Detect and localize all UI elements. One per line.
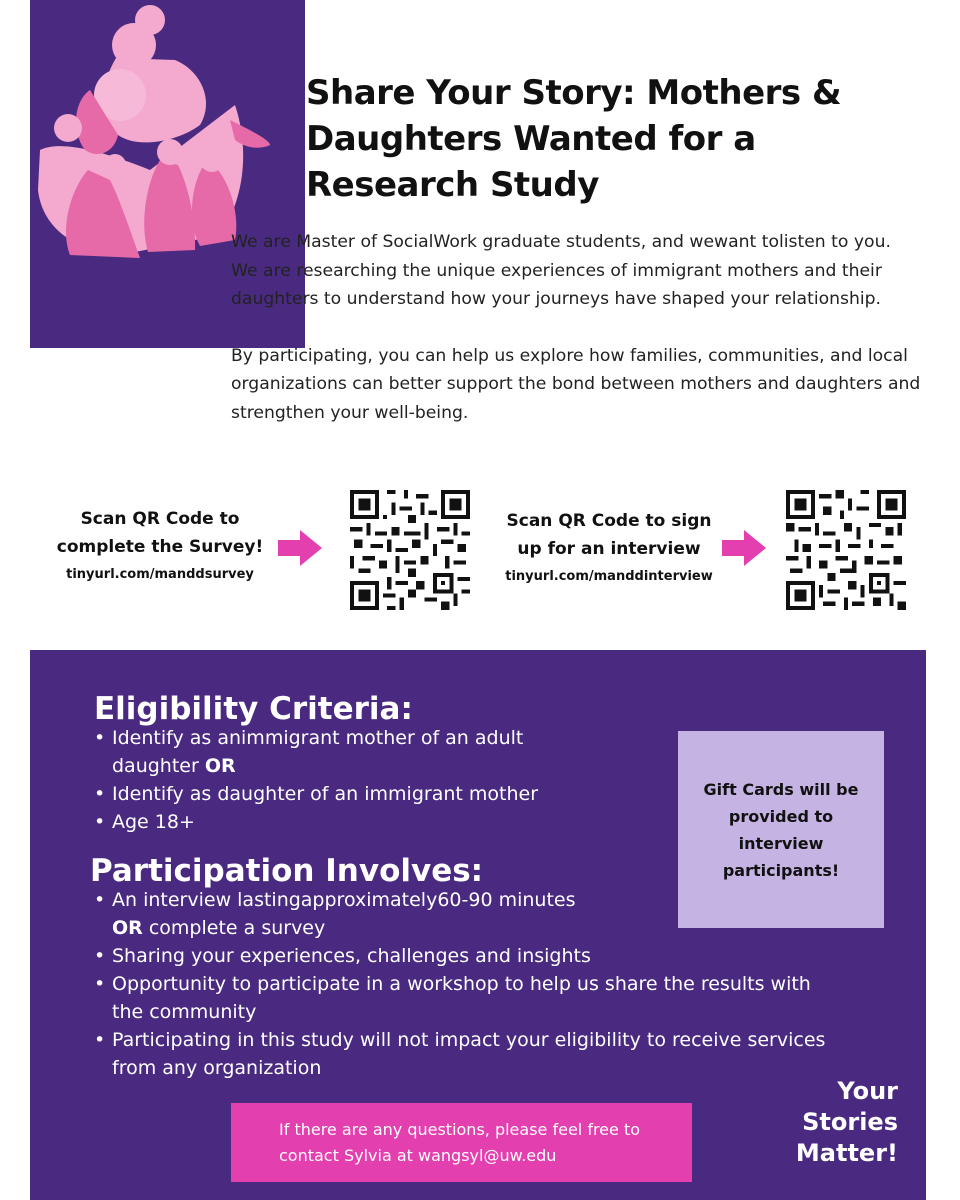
survey-cta-label: Scan QR Code to complete the Survey! [56, 509, 264, 557]
list-item [92, 970, 832, 1026]
page-title: Share Your Story: Mothers & Daughters Wanted for a Research Study [306, 73, 842, 205]
survey-cta [48, 505, 272, 587]
intro-paragraph: We are Master of SocialWork graduate students, and wewant tolisten to you. We are researching the unique experiences of immigrant mothers and their daughters to understand how your journeys have shaped your relationship. [231, 232, 891, 309]
intro-text [231, 228, 921, 427]
interview-url[interactable]: tinyurl.com/manddinterview [505, 569, 713, 584]
survey-qr-code[interactable] [350, 490, 470, 610]
survey-url[interactable]: tinyurl.com/manddsurvey [66, 567, 254, 582]
interview-cta [498, 507, 720, 589]
list-item [92, 808, 612, 836]
list-item-text: An interview lastingapproximately60-90 minutes [112, 889, 576, 911]
tagline: Your Stories Matter! [795, 1077, 898, 1167]
contact-box [231, 1103, 692, 1182]
list-item-text: complete a survey [148, 917, 326, 939]
mother-daughter-illustration [30, 0, 305, 260]
contact-text: If there are any questions, please feel free to contact Sylvia at wangsyl@uw.edu [279, 1119, 641, 1165]
list-item [92, 1026, 832, 1082]
eligibility-heading: Eligibility Criteria: [94, 691, 413, 727]
eligibility-list [92, 724, 612, 836]
list-item-text: Participating in this study will not impact your eligibility to receive services from any organization [112, 1029, 826, 1079]
list-item-emphasis: OR [204, 755, 236, 777]
list-item-text: Age 18+ [112, 811, 195, 833]
arrow-right-icon [278, 528, 322, 568]
list-item-text: Sharing your experiences, challenges and insights [112, 945, 591, 967]
list-item-text: Identify as animmigrant mother of an adult daughter [112, 727, 524, 777]
list-item [92, 780, 612, 808]
list-item-emphasis: OR [112, 917, 143, 939]
list-item-text: Identify as daughter of an immigrant mother [112, 783, 539, 805]
gift-card-text: Gift Cards will be provided to interview participants! [703, 779, 859, 880]
list-item-text: Opportunity to participate in a workshop to help us share the results with the community [112, 973, 811, 1023]
interview-qr-code[interactable] [786, 490, 906, 610]
gift-card-note [678, 731, 884, 928]
info-panel [30, 650, 926, 1200]
interview-cta-label: Scan QR Code to sign up for an interview [506, 511, 712, 559]
participation-heading: Participation Involves: [90, 853, 484, 889]
arrow-right-icon [722, 528, 766, 568]
list-item [92, 724, 612, 780]
intro-paragraph: By participating, you can help us explore how families, communities, and local organizations can better support the bond between mothers and daughters and strengthen your well-being. [231, 345, 921, 423]
list-item [92, 942, 832, 970]
